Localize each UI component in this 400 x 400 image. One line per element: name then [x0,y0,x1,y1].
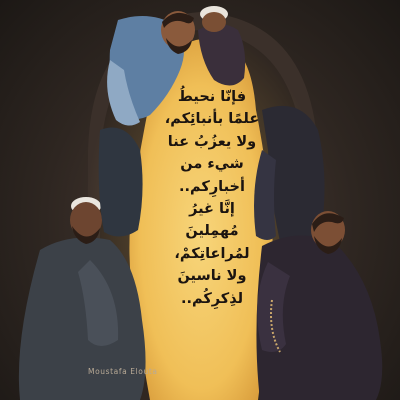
quote-line: أخبارِكم.. [179,178,245,195]
quote-line: شيء من [180,156,244,173]
quote-text [150,86,274,310]
quote-line: فإنّا نحيطُ [177,89,247,105]
quote-line: مُهمِلينَ [185,223,239,240]
quote-line: لذِكرِكُم.. [180,290,244,307]
quote-line: لمُراعاتِكمْ، [174,245,250,262]
quote-line: ولا يعزُبُ عنا [167,133,257,150]
quote-line: علمًا بأنبائِكم، [164,111,260,128]
quote-line: ولا ناسينَ [177,268,247,285]
man-top-right-head [202,12,226,32]
artist-signature: Moustafa Elouta [88,367,158,376]
man-left-robe [99,128,143,237]
quote-line: إنَّا غيرُ [189,201,235,218]
